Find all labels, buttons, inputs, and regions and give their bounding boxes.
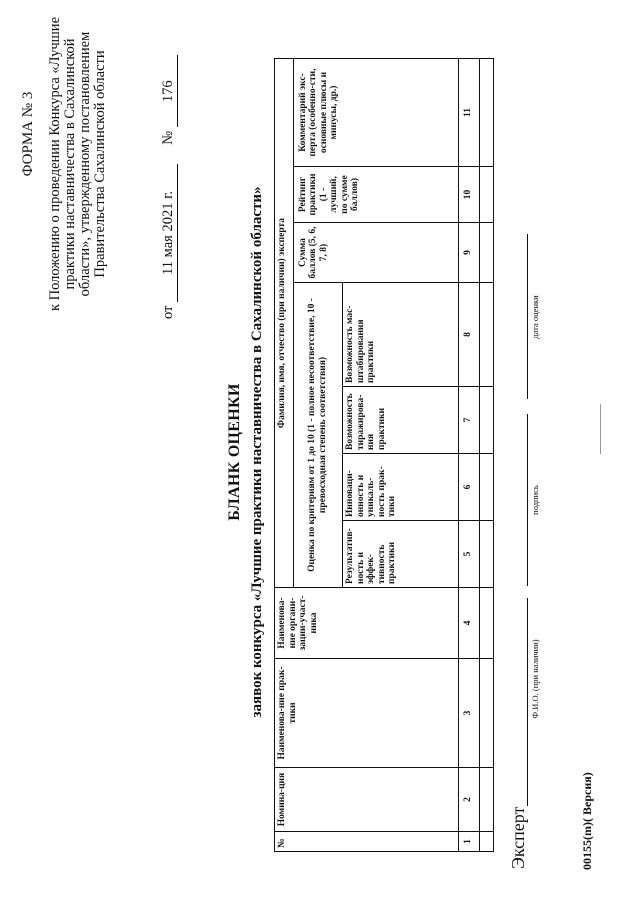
column-number: 9 (458, 223, 479, 283)
expert-label: Эксперт (508, 806, 528, 869)
number-prefix: № (160, 130, 176, 145)
criterion-2-header: Инноваци-онность и уникаль-ность прак-тики (343, 454, 459, 521)
entry-cell (479, 167, 493, 223)
criteria-header: Оценка по критериям от 1 до 10 (1 - полное несоответствие, 10 - превосходная степень соответствия) (293, 283, 343, 588)
form-date-line (160, 4, 178, 319)
form-title: ФОРМА № 3 (20, 91, 36, 177)
criterion-4-header: Возможность мас-штабирования практики (343, 283, 459, 387)
signature-line (527, 414, 528, 586)
fio-line (527, 598, 528, 806)
entry-cell (479, 588, 493, 659)
col-comment-header: Комментарий экс-перта (особенно-сти, основные плюсы и минусы, др.) (293, 59, 458, 167)
column-number: 3 (458, 659, 479, 768)
entry-cell (479, 521, 493, 588)
column-number: 5 (458, 521, 479, 588)
version-stamp: 00155(m)( Версия) (580, 772, 594, 870)
date-line (527, 234, 528, 399)
signature-caption: подпись (530, 485, 540, 515)
col-rating-header: Рейтинг практики (1 - лучший, по сумме баллов) (293, 167, 458, 223)
column-number: 7 (458, 387, 479, 454)
criterion-3-header: Возможность тиражирова-ния практики (343, 387, 459, 454)
entry-cell (479, 387, 493, 454)
expert-name-header: Фамилия, имя, отчество (при наличии) эксперта (275, 59, 294, 588)
column-number: 6 (458, 454, 479, 521)
header-row-1 (275, 59, 294, 852)
date-value: 11 мая 2021 г. (160, 164, 178, 302)
col-sum-header: Сумма баллов (5, 6, 7, 8) (293, 223, 458, 283)
entry-row (479, 59, 493, 852)
criterion-1-header: Результатив-ность и эффек-тивность практики (343, 521, 459, 588)
col-practice-header: Наименова-ние прак-тики (275, 659, 459, 768)
blank-subtitle: заявок конкурса «Лучшие практики наставничества в Сахалинской области» (249, 186, 265, 718)
column-number-row (458, 59, 479, 852)
entry-cell (479, 59, 493, 167)
date-caption: дата оценки (530, 295, 540, 339)
column-number: 11 (458, 59, 479, 167)
column-number: 10 (458, 167, 479, 223)
blank-title: БЛАНК ОЦЕНКИ (226, 383, 243, 521)
date-prefix: от (160, 305, 176, 319)
column-number: 2 (458, 768, 479, 832)
number-value: 176 (160, 55, 178, 127)
col-no-header: № (275, 832, 459, 852)
entry-cell (479, 283, 493, 387)
fio-caption: Ф.И.О. (при наличии) (530, 639, 540, 719)
column-number: 4 (458, 588, 479, 659)
column-number: 1 (458, 832, 479, 852)
col-org-header: Наименова-ние органи-зации-участ-ника (275, 588, 459, 659)
column-number: 8 (458, 283, 479, 387)
col-nomination-header: Номина-ция (275, 768, 459, 832)
form-description: к Положению о проведении Конкурса «Лучшие практики наставничества в Сахалинской области», утвержденному постановлением Правительства Сахалинской области (47, 16, 108, 312)
entry-cell (479, 454, 493, 521)
entry-cell (479, 659, 493, 768)
entry-cell (479, 768, 493, 832)
evaluation-table (274, 58, 494, 852)
scan-mark (600, 404, 601, 454)
entry-cell (479, 223, 493, 283)
entry-cell (479, 832, 493, 852)
